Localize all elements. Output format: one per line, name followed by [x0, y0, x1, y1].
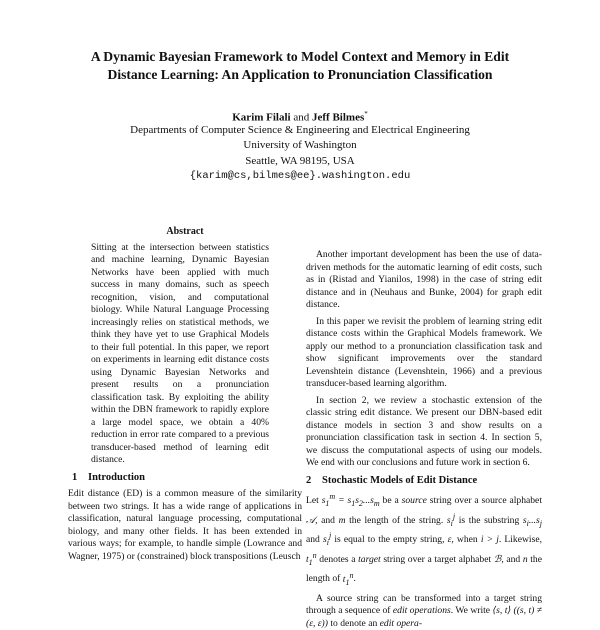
math-source-string: $s_1^m = s_1s_2...s_m$ — [321, 492, 380, 509]
text-fragment: , when — [451, 534, 478, 546]
section-number: 2 — [306, 474, 312, 486]
text-fragment: string over a target alphabet — [383, 553, 492, 565]
author-1: Karim Filali — [232, 111, 291, 124]
affiliation: Departments of Computer Science & Engineering and Electrical Engineering — [130, 124, 470, 136]
text-fragment: to denote an — [330, 617, 378, 629]
section-number: 1 — [72, 471, 78, 483]
math-target-string-2: $t_1^n$ — [342, 570, 354, 587]
math-alphabet-b: ℬ — [493, 553, 502, 565]
text-fragment: A source string can be transformed into a target string through a sequence of — [306, 592, 542, 617]
emphasis-edit-operation: edit opera- — [379, 617, 423, 629]
emphasis-target: target — [358, 553, 381, 565]
abstract-text: Sitting at the intersection between statistics and machine learning, Dynamic Bayesian Networks have been applied with much success in many domains, such as speech recognition, vision, and computational biology. While Natural Language Processing increasingly relies on statistical methods, we think they have yet to use Graphical Models to their full potential. In this paper, we report on experiments in learning edit distance costs using Dynamic Bayesian Networks and present results on a pronunciation classification task. By exploiting the ability within the DBN framework to rapidly explore a large model space, we obtain a 40% reduction in error rate compared to a previous transducer-based method of learning edit distance. — [91, 241, 269, 465]
math-edit-pair: ⟨s, t⟩ ((s, t) ≠ (ε, ε)) — [306, 605, 542, 629]
text-fragment: , and — [501, 553, 521, 565]
affiliation-block — [40, 123, 560, 185]
math-target-string: $t_1^n$ — [306, 550, 317, 567]
text-fragment: . We write — [450, 605, 491, 617]
introduction-paragraph: Edit distance (ED) is a common measure of the similarity between two strings. It has a wide range of applications in classification, natural language processing, computational biology, and many other fields. It has been extended in various ways; for example, to handle simple (Lowrance and Wagner, 1975) or (constrained) block transpositions (Leusch — [68, 488, 302, 562]
abstract-heading: Abstract — [166, 226, 204, 237]
math-epsilon: ε — [447, 534, 452, 546]
left-column — [68, 226, 302, 563]
text-fragment: is equal to the empty string, — [334, 534, 445, 546]
author-2: Jeff Bilmes — [312, 111, 365, 124]
section-heading-introduction — [72, 472, 302, 485]
location: Seattle, WA 98195, USA — [245, 154, 355, 167]
emphasis-edit-operations: edit operations — [392, 605, 451, 617]
math-alphabet-a: 𝒜 — [306, 514, 316, 526]
math-substring-expansion: $s_i...s_j$ — [522, 514, 543, 528]
university: University of Washington — [243, 139, 357, 152]
text-fragment: , and — [315, 514, 335, 526]
title-line-1: A Dynamic Bayesian Framework to Model Context and Memory in Edit — [90, 49, 510, 64]
email: {karim@cs,bilmes@ee}.washington.edu — [189, 170, 411, 183]
section-title: Introduction — [88, 471, 145, 483]
paragraph-revisit: In this paper we revisit the problem of learning string edit distance costs within the Graphical Models framework. We apply our method to a pronunciation classification task and show significant improvements over the standard Levenshtein distance (Levenshtein, 1966) and a previous transducer-based learning algorithm. — [306, 315, 542, 389]
text-fragment: denotes a — [319, 553, 356, 565]
text-fragment: be a — [382, 495, 399, 507]
math-m: m — [338, 514, 346, 526]
right-column — [306, 249, 542, 630]
text-fragment: is the substring — [458, 514, 520, 526]
text-fragment: . Likewise, — [498, 534, 542, 546]
paragraph-outline: In section 2, we review a stochastic extension of the classic string edit distance. We present our DBN-based edit distance models in section 3 and show results on a pronunciation classification task in section 4. In section 5, we discuss the computational aspects of using our models. We end with our conclusions and future work in section 6. — [306, 394, 542, 468]
paragraph-data-driven: Another important development has been the use of data-driven methods for the automatic learning of edit costs, such as in (Ristad and Yianilos, 1998) in the case of string edit distance and in (Neuhaus and Bunke, 2004) for graph edit distance. — [306, 249, 542, 310]
math-i-gt-j: i > j — [480, 534, 499, 546]
text-fragment: and — [306, 534, 320, 546]
math-substring: $s_i^j$ — [446, 511, 456, 528]
author-2-mark: * — [364, 110, 368, 118]
title-line-2: Distance Learning: An Application to Pronunciation Classification — [107, 67, 493, 82]
section-heading-stochastic — [306, 475, 542, 488]
text-fragment: the length of — [306, 553, 542, 585]
math-n: n — [522, 553, 528, 565]
paragraph-edit-operations — [306, 593, 542, 630]
math-substring-2: $s_i^j$ — [322, 531, 332, 548]
author-and: and — [293, 111, 310, 124]
text-fragment: Let — [306, 495, 319, 507]
text-fragment: the length of the string. — [349, 514, 444, 526]
text-fragment: string over a source alphabet — [429, 495, 542, 507]
emphasis-source: source — [401, 495, 427, 507]
section-title: Stochastic Models of Edit Distance — [322, 474, 478, 486]
paper-title — [40, 48, 560, 84]
paragraph-definitions: Let $s_1^m = s_1s_2...s_m$ be a source string over a source alphabet 𝒜, and m the length of the string. $s_i^j$ is the substring $s_i...s_j$ and $s_i^j$ is equal to the empty string, ε, when i > j. Likewise, $t_1^n$ denotes a target string over a target alphabet ℬ, and n the length of $t_1^n$. — [306, 492, 543, 587]
